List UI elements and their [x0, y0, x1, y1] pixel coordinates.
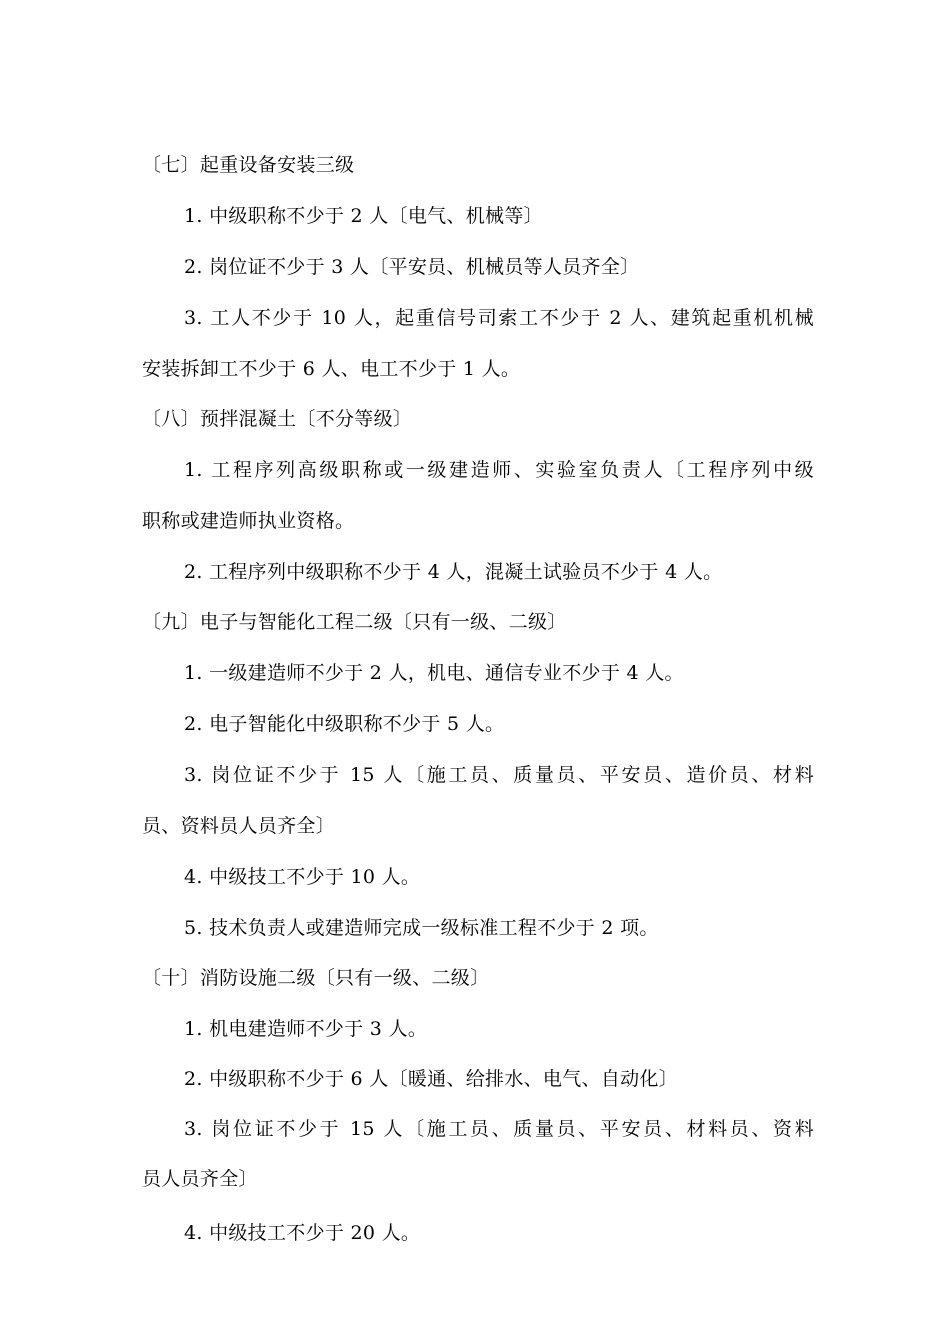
section-9-item-2: 2. 电子智能化中级职称不少于 5 人。 [184, 713, 505, 735]
section-10-item-4: 4. 中级技工不少于 20 人。 [184, 1222, 421, 1244]
section-9-item-1: 1. 一级建造师不少于 2 人，机电、通信专业不少于 4 人。 [184, 662, 684, 684]
section-7-item-1: 1. 中级职称不少于 2 人〔电气、机械等〕 [184, 205, 543, 227]
section-heading-8: 〔八〕预拌混凝土〔不分等级〕 [142, 408, 413, 430]
section-9-item-5: 5. 技术负责人或建造师完成一级标准工程不少于 2 项。 [184, 917, 659, 939]
section-heading-9: 〔九〕电子与智能化工程二级〔只有一级、二级〕 [142, 611, 567, 633]
section-8-item-2: 2. 工程序列中级职称不少于 4 人，混凝土试验员不少于 4 人。 [184, 561, 723, 583]
section-10-item-3: 3. 岗位证不少于 15 人〔施工员、质量员、平安员、材料员、资料 [184, 1118, 814, 1140]
section-9-item-3-cont: 员、资料员人员齐全〕 [142, 815, 336, 837]
section-7-item-2: 2. 岗位证不少于 3 人〔平安员、机械员等人员齐全〕 [184, 256, 640, 278]
section-10-item-3-cont: 员人员齐全〕 [142, 1168, 258, 1190]
section-8-item-1: 1. 工程序列高级职称或一级建造师、实验室负责人〔工程序列中级 [184, 459, 814, 481]
section-9-item-3: 3. 岗位证不少于 15 人〔施工员、质量员、平安员、造价员、材料 [184, 764, 814, 786]
section-9-item-4: 4. 中级技工不少于 10 人。 [184, 866, 421, 888]
section-7-item-3-cont: 安装拆卸工不少于 6 人、电工不少于 1 人。 [142, 358, 521, 380]
section-8-item-1-cont: 职称或建造师执业资格。 [142, 510, 355, 532]
section-heading-7: 〔七〕起重设备安装三级 [142, 154, 355, 176]
section-heading-10: 〔十〕消防设施二级〔只有一级、二级〕 [142, 967, 490, 989]
section-7-item-3: 3. 工人不少于 10 人，起重信号司索工不少于 2 人、建筑起重机机械 [184, 307, 814, 329]
section-10-item-2: 2. 中级职称不少于 6 人〔暖通、给排水、电气、自动化〕 [184, 1068, 679, 1090]
section-10-item-1: 1. 机电建造师不少于 3 人。 [184, 1018, 428, 1040]
